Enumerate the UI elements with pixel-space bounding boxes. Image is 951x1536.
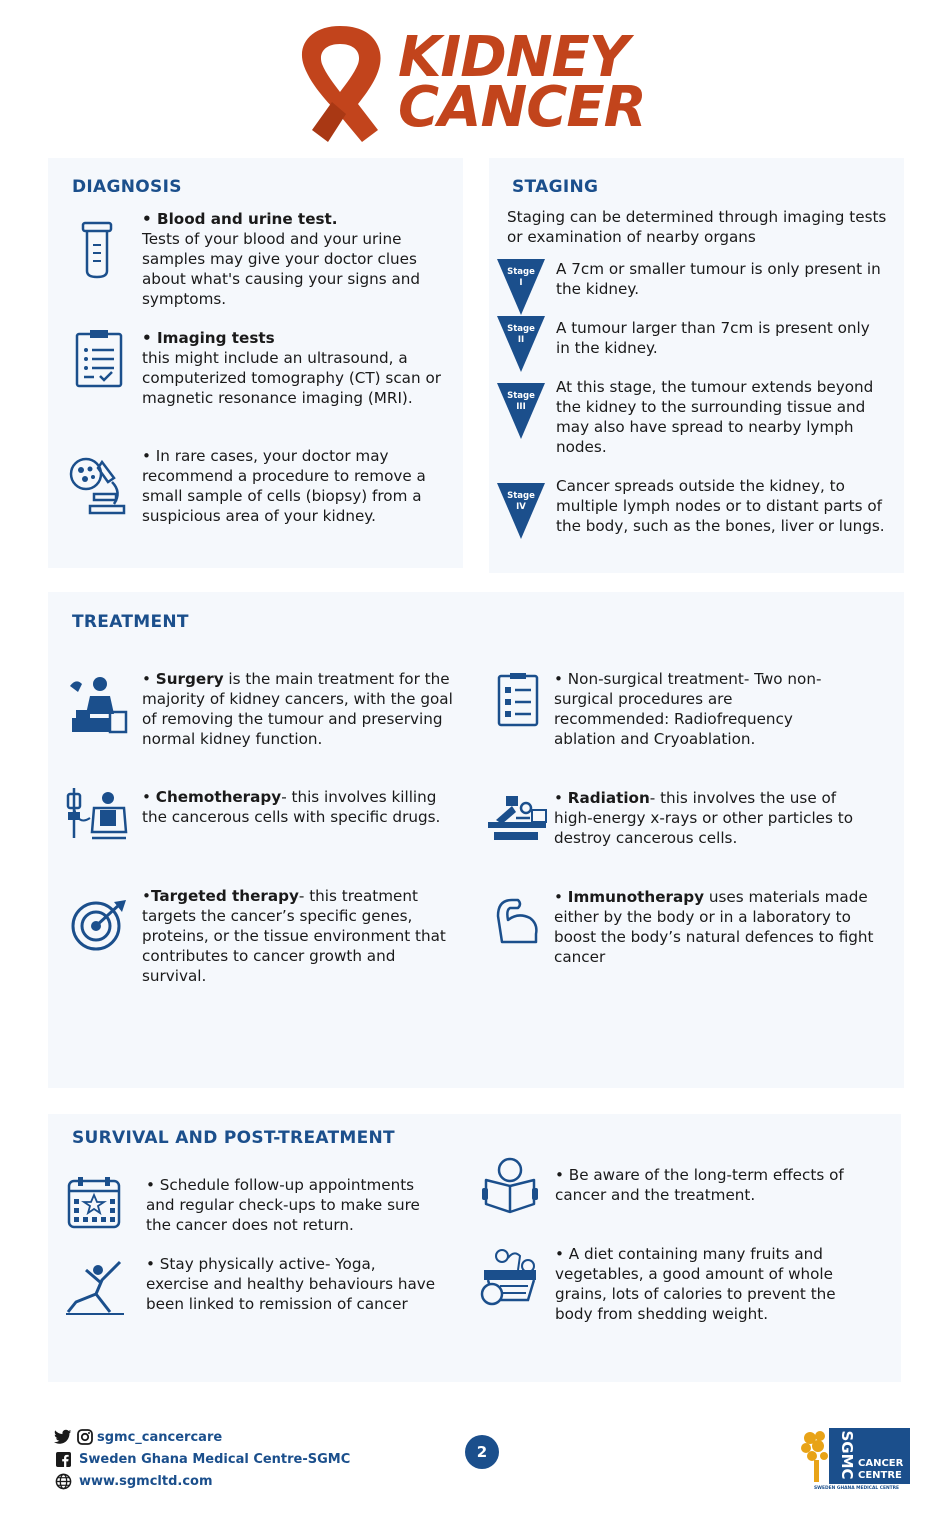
globe-icon — [55, 1473, 72, 1490]
test-tube-icon — [80, 221, 114, 279]
stage-4-text: Cancer spreads outside the kidney, to multiple lymph nodes or to distant parts of the body, such as the bones, liver or lungs. — [556, 477, 885, 535]
fruit-basket-icon — [478, 1248, 542, 1306]
website-link[interactable]: www.sgmcltd.com — [79, 1474, 213, 1489]
flexed-arm-icon — [494, 896, 540, 944]
sgmc-logo-tagline: SWEDEN GHANA MEDICAL CENTRE — [814, 1486, 899, 1491]
staging-intro: Staging can be determined through imaging tests or examination of nearby organs — [507, 208, 887, 246]
stage-4-label: Stage IV — [507, 491, 535, 512]
reading-person-icon — [480, 1156, 540, 1214]
clipboard-checklist-icon — [74, 328, 124, 388]
treatment-radiation: • Radiation- this involves the use of high-energy x-rays or other particles to destroy cancerous cells. — [554, 789, 854, 847]
treatment-non-surgical: • Non-surgical treatment- Two non-surgical procedures are recommended: Radiofrequency ablation and Cryoablation. — [554, 670, 822, 748]
survival-follow-up: • Schedule follow-up appointments and regular check-ups to make sure the cancer does not return. — [146, 1176, 420, 1234]
target-icon — [70, 898, 128, 952]
treatment-chemotherapy: • Chemotherapy- this involves killing the cancerous cells with specific drugs. — [142, 788, 441, 826]
checklist-icon — [496, 671, 540, 727]
yoga-icon — [66, 1260, 124, 1316]
treatment-surgery: • Surgery is the main treatment for the majority of kidney cancers, with the goal of removing the tumour and preserving normal kidney function. — [142, 670, 453, 748]
stage-3-label: Stage III — [507, 391, 535, 412]
stage-2-text: A tumour larger than 7cm is present only in the kidney. — [556, 319, 870, 357]
treatment-heading: TREATMENT — [72, 612, 189, 632]
treatment-targeted: •Targeted therapy- this treatment targets the cancer’s specific genes, proteins, or the tissue environment that contributes to cancer growth and survival. — [142, 887, 446, 985]
facebook-icon[interactable] — [56, 1452, 71, 1467]
twitter-icon[interactable] — [54, 1429, 72, 1445]
stage-1-label: Stage I — [507, 267, 535, 288]
sgmc-logo-centre: CENTRE — [858, 1470, 902, 1481]
chemotherapy-drip-icon — [64, 786, 130, 840]
diagnosis-item-biopsy: • In rare cases, your doctor may recommend a procedure to remove a small sample of cells (biopsy) from a suspicious area of your kidney. — [142, 447, 426, 525]
sgmc-logo-cancer: CANCER — [858, 1458, 904, 1469]
treatment-immunotherapy: • Immunotherapy uses materials made either by the body or in a laboratory to boost the body’s natural defences to fight cancer — [554, 888, 874, 966]
survival-diet: • A diet containing many fruits and vegetables, a good amount of whole grains, lots of calories to prevent the body from shedding weight. — [555, 1245, 836, 1323]
title-line1: KIDNEY — [398, 25, 629, 90]
facebook-page[interactable]: Sweden Ghana Medical Centre-SGMC — [79, 1452, 351, 1467]
stage-3-text: At this stage, the tumour extends beyond the kidney to the surrounding tissue and may also have spread to nearby lymph nodes. — [556, 378, 874, 456]
diagnosis-item-imaging: • Imaging tests this might include an ultrasound, a computerized tomography (CT) scan or magnetic resonance imaging (MRI). — [142, 329, 441, 407]
awareness-ribbon-icon — [282, 18, 402, 146]
radiation-machine-icon — [486, 794, 552, 842]
survival-active: • Stay physically active- Yoga, exercise and healthy behaviours have been linked to remission of cancer — [146, 1255, 436, 1313]
page-number: 2 — [476, 1443, 488, 1461]
microscope-icon — [68, 456, 128, 516]
sgmc-logo-text: SGMC — [838, 1430, 856, 1480]
stage-1-text: A 7cm or smaller tumour is only present in the kidney. — [556, 260, 881, 298]
survival-heading: SURVIVAL AND POST-TREATMENT — [72, 1128, 395, 1148]
surgeon-icon — [68, 674, 130, 736]
page-number-badge — [465, 1435, 499, 1469]
calendar-icon — [66, 1175, 122, 1229]
stage-2-label: Stage II — [507, 324, 535, 345]
instagram-icon[interactable] — [77, 1429, 93, 1445]
social-handle[interactable]: sgmc_cancercare — [97, 1430, 223, 1445]
survival-long-term: • Be aware of the long-term effects of cancer and the treatment. — [555, 1166, 844, 1204]
diagnosis-heading: DIAGNOSIS — [72, 177, 182, 197]
diagnosis-item-blood-urine: • Blood and urine test. Tests of your blood and your urine samples may give your doctor clues about what's causing your signs and symptoms. — [142, 210, 421, 308]
staging-heading: STAGING — [512, 177, 599, 197]
title-line2: CANCER — [398, 75, 646, 140]
baobab-tree-icon — [800, 1430, 830, 1484]
